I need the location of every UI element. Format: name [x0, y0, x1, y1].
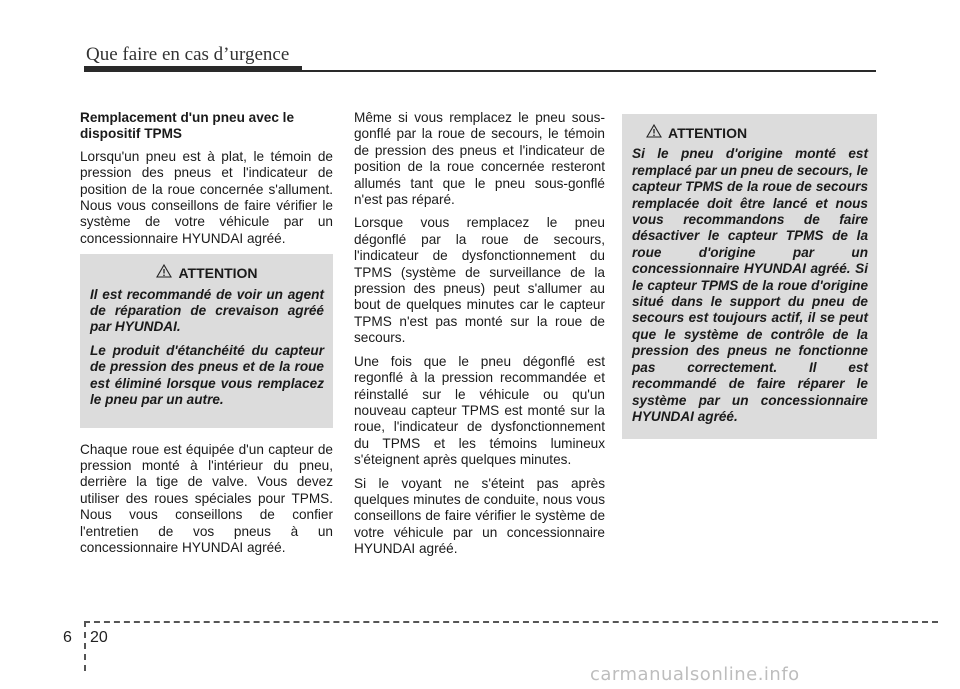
paragraph: Une fois que le pneu dégonflé est regonflé à la pression recommandée et réinstallé sur le véhicule ou qu'un nouveau capteur TPMS est monté sur la roue, l'indicateur de dysfonctionnement du TPMS et les témoins lumineux s'éteignent après quelques minutes. — [354, 353, 605, 468]
column-middle — [354, 110, 605, 565]
warning-text: Il est recommandé de voir un agent de réparation de crevaison agréé par HYUNDAI. — [90, 286, 324, 335]
page-title: Que faire en cas d’urgence — [86, 44, 290, 65]
warning-text: Le produit d'étanchéité du capteur de pression des pneus et de la roue est éliminé lorsque vous remplacez le pneu par un autre. — [90, 342, 324, 408]
chapter-number: 6 — [63, 629, 72, 646]
watermark: carmanualsonline.info — [590, 664, 800, 685]
page-number: 20 — [90, 629, 108, 646]
paragraph: Lorsqu'un pneu est à plat, le témoin de pression des pneus et l'indicateur de position de la roue concernée s'allument. Nous vous conseillons de faire vérifier le système de votre véhicule par un concessionnaire HYUNDAI agréé. — [80, 148, 333, 246]
paragraph: Même si vous remplacez le pneu sous-gonflé par la roue de secours, le témoin de pression des pneus et l'indicateur de position de la roue concernée resteront allumés tant que le pneu sous-gonflé n'est pas réparé. — [354, 110, 605, 208]
footer-rule — [84, 621, 938, 623]
footer-divider — [84, 621, 86, 671]
paragraph: Lorsque vous remplacez le pneu dégonflé par la roue de secours, l'indicateur de dysfonctionnement du TPMS (système de surveillance de la pression des pneus) peut s'allumer au bout de quelques minutes car le capteur TPMS n'est pas monté sur la roue de secours. — [354, 215, 605, 346]
column-left — [80, 110, 333, 563]
paragraph: Si le voyant ne s'éteint pas après quelques minutes de conduite, nous vous conseillons de faire vérifier le système de votre véhicule par un concessionnaire HYUNDAI agréé. — [354, 475, 605, 557]
warning-triangle-icon — [156, 264, 172, 282]
warning-box — [80, 254, 333, 427]
warning-title: ATTENTION — [668, 125, 748, 141]
warning-triangle-icon — [646, 124, 662, 142]
section-subheading: Remplacement d'un pneu avec le dispositif TPMS — [80, 110, 295, 142]
warning-header — [90, 264, 324, 282]
paragraph: Chaque roue est équipée d'un capteur de pression monté à l'intérieur du pneu, derrière la tige de valve. Vous devez utiliser des roues spéciales pour TPMS. Nous vous conseillons de confier l'entretien de vos pneus à un concessionnaire HYUNDAI agréé. — [80, 441, 333, 555]
warning-box-right — [622, 114, 877, 439]
header-rule — [84, 70, 876, 72]
warning-title: ATTENTION — [178, 265, 258, 282]
warning-header — [632, 124, 868, 142]
warning-text: Si le pneu d'origine monté est remplacé par un pneu de secours, le capteur TPMS de la roue de secours remplacée doit être lancé et nous vous recommandons de faire désactiver le capteur TPMS de la roue d'origine par un concessionnaire HYUNDAI agréé. Si le capteur TPMS de la roue d'origine situé dans le support du pneu de secours est toujours actif, il se peut que le système de contrôle de la pression des pneus ne fonctionne pas correctement. Il est recommandé de faire réparer le système par un concessionnaire HYUNDAI agréé. — [632, 146, 868, 424]
